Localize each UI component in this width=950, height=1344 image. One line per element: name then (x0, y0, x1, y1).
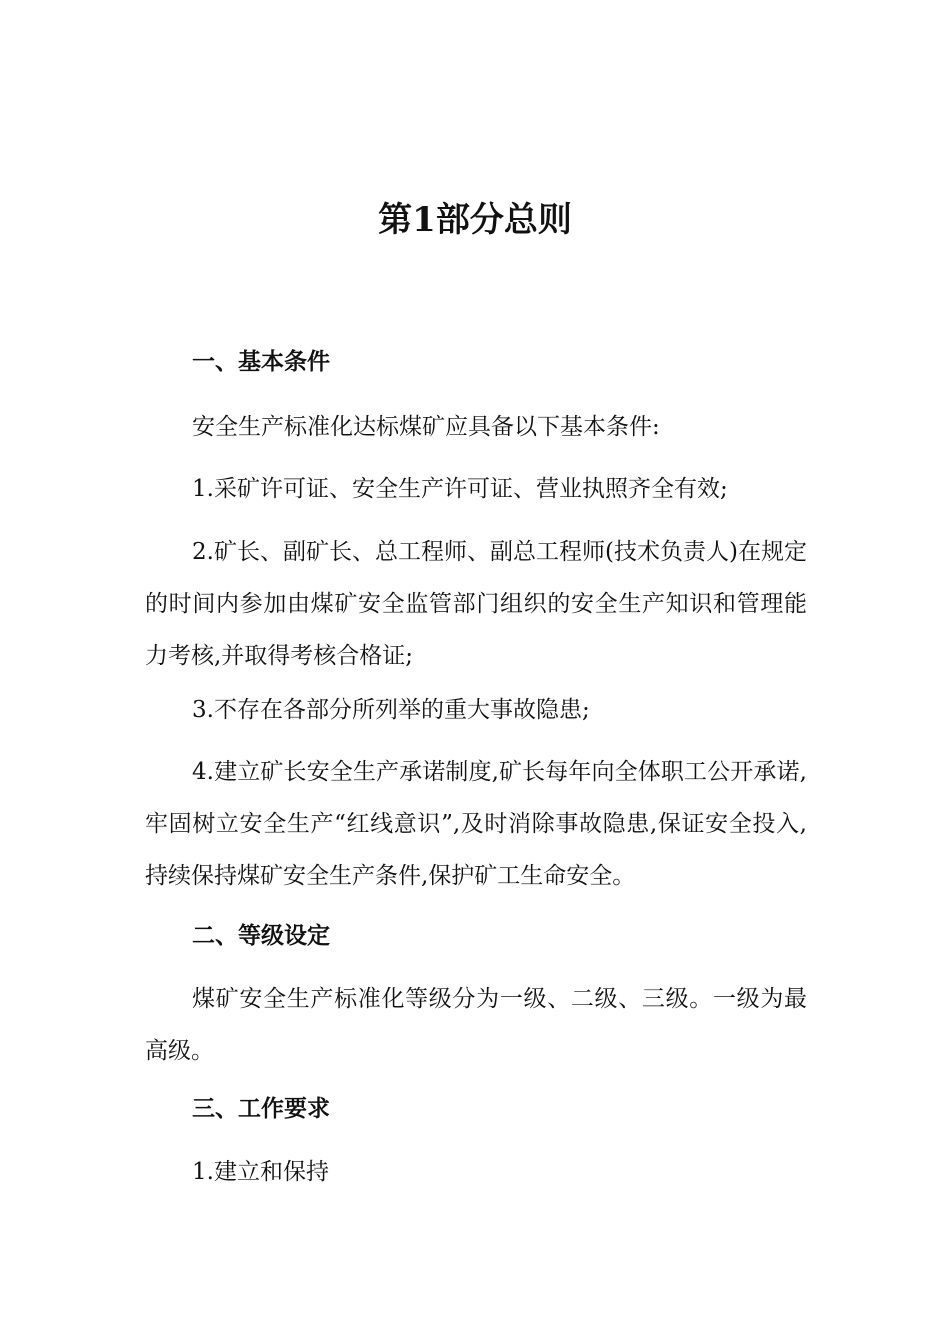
paragraph-intro: 安全生产标准化达标煤矿应具备以下基本条件: (192, 414, 660, 440)
page-title: 第1部分总则 (378, 200, 572, 240)
paragraph-item-3: 3.不存在各部分所列举的重大事故隐患; (192, 697, 590, 723)
section-heading-basic-conditions: 一、基本条件 (192, 349, 330, 375)
paragraph-grade-levels: 煤矿安全生产标准化等级分为一级、二级、三级。一级为最高级。 (145, 986, 807, 1064)
paragraph-item-1: 1.采矿许可证、安全生产许可证、营业执照齐全有效; (192, 476, 728, 502)
section-heading-work-requirements: 三、工作要求 (192, 1096, 330, 1122)
section-heading-grade-setting: 二、等级设定 (192, 923, 330, 949)
paragraph-item-2: 2.矿长、副矿长、总工程师、副总工程师(技术负责人)在规定的时间内参加由煤矿安全监管部门组织的安全生产知识和管理能力考核,并取得考核合格证; (145, 539, 807, 669)
paragraph-work-item-1: 1.建立和保持 (192, 1159, 329, 1185)
paragraph-item-4: 4.建立矿长安全生产承诺制度,矿长每年向全体职工公开承诺,牢固树立安全生产“红线意识”,及时消除事故隐患,保证安全投入,持续保持煤矿安全生产条件,保护矿工生命安全。 (145, 759, 807, 889)
